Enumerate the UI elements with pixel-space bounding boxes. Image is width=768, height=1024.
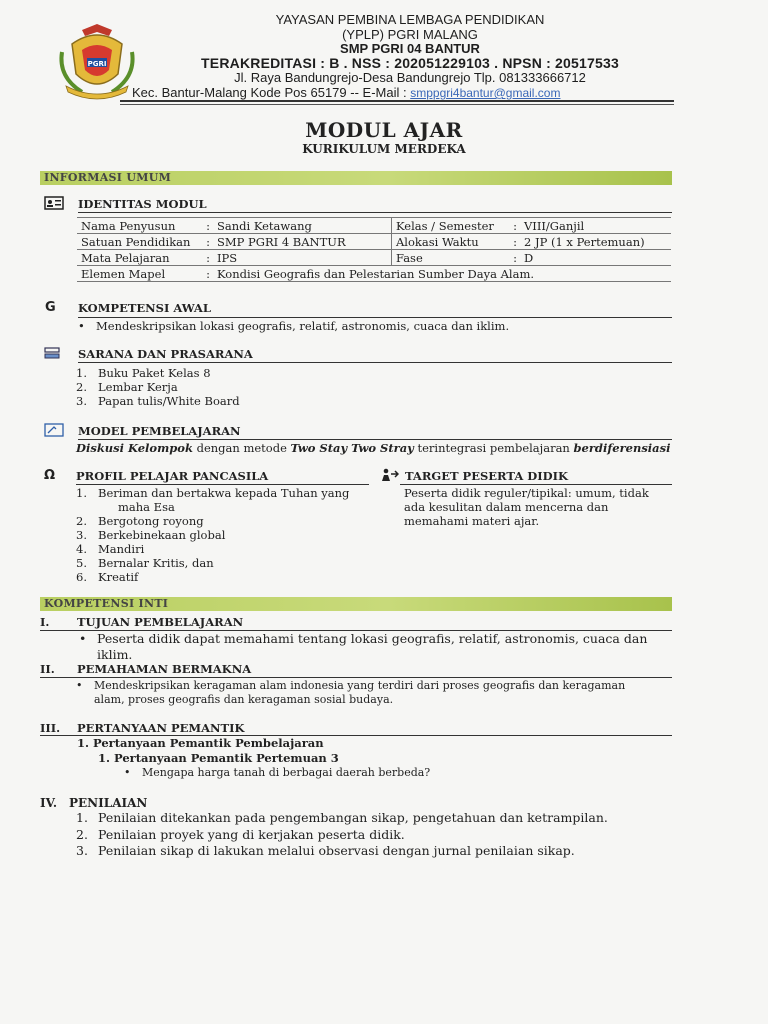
list-number: 1.: [76, 810, 88, 825]
identity-row: [77, 218, 671, 234]
heading-rule: [400, 484, 672, 485]
list-item-text: Penilaian ditekankan pada pengembangan sikap, pengetahuan dan ketrampilan.: [98, 810, 608, 825]
list-item: [76, 570, 349, 584]
list-item: [76, 394, 240, 408]
identity-value: D: [520, 250, 671, 266]
heading-rule: [78, 317, 672, 318]
people-icon: [381, 468, 399, 486]
identity-sep: :: [203, 218, 213, 234]
document-subtitle: KURIKULUM MERDEKA: [302, 142, 466, 156]
list-item-text: Beriman dan bertakwa kepada Tuhan yang: [98, 486, 350, 500]
identity-sep: :: [203, 234, 213, 250]
identity-value: VIII/Ganjil: [520, 218, 671, 234]
letterhead-address: Jl. Raya Bandungrejo-Desa Bandungrejo Tlp. 081333666712: [234, 70, 586, 85]
identity-label: Alokasi Waktu: [392, 234, 511, 250]
list-number: 1.: [76, 486, 87, 500]
list-item: [76, 556, 349, 570]
sarana-heading: SARANA DAN PRASARANA: [78, 347, 253, 361]
list-item-continuation: maha Esa: [118, 500, 175, 514]
kompetensi-awal-item: • Mendeskripsikan lokasi geografis, relatif, astronomis, cuaca dan iklim.: [96, 319, 509, 333]
identity-sep: :: [203, 250, 213, 266]
identity-sep: :: [510, 250, 520, 266]
letterhead-rule: [120, 100, 674, 102]
heading-rule: [78, 362, 672, 363]
list-number: 2.: [76, 380, 87, 394]
whiteboard-icon: [44, 423, 64, 441]
list-number: 4.: [76, 542, 87, 556]
list-item: [76, 366, 240, 380]
identity-value: Sandi Ketawang: [213, 218, 392, 234]
list-item-text: Bergotong royong: [98, 514, 204, 528]
model-text-4: terintegrasi pembelajaran: [413, 441, 574, 455]
list-item-text: Buku Paket Kelas 8: [98, 366, 211, 380]
target-line: Peserta didik reguler/tipikal: umum, tidak: [404, 486, 649, 500]
list-item-text: Mandiri: [98, 542, 145, 556]
heading-rule: [40, 677, 672, 678]
list-number: 1.: [76, 366, 87, 380]
letterhead-rule-thin: [120, 104, 674, 105]
list-item: [76, 514, 349, 528]
list-number: 3.: [76, 528, 87, 542]
list-number: 2.: [76, 826, 88, 842]
identity-label: Kelas / Semester: [392, 218, 511, 234]
list-item-text: Penilaian proyek yang di kerjakan peserta didik.: [98, 826, 405, 842]
list-item-text: Lembar Kerja: [98, 380, 178, 394]
model-heading: MODEL PEMBELAJARAN: [78, 424, 241, 438]
identity-value: IPS: [213, 250, 392, 266]
section-band-informasi-umum: [40, 171, 672, 185]
section-number: I.: [40, 615, 50, 629]
list-number: 5.: [76, 556, 87, 570]
list-item: [76, 542, 349, 556]
document-title: MODUL AJAR: [305, 118, 463, 142]
list-item-text: Bernalar Kritis, dan: [98, 556, 214, 570]
section-number: II.: [40, 662, 55, 676]
list-number: 2.: [76, 514, 87, 528]
heading-rule: [78, 439, 672, 440]
stack-icon: [44, 347, 60, 365]
pertanyaan-sub-1: 1. Pertanyaan Pemantik Pembelajaran: [77, 736, 324, 750]
target-line: memahami materi ajar.: [404, 514, 540, 528]
tujuan-item-cont: iklim.: [97, 647, 133, 662]
identity-sep: :: [510, 234, 520, 250]
heading-rule: [76, 484, 369, 485]
list-item: [76, 827, 608, 844]
model-text: [76, 441, 670, 455]
penilaian-heading: PENILAIAN: [69, 796, 148, 810]
letterhead-school: SMP PGRI 04 BANTUR: [340, 41, 480, 56]
letterhead-line-2: (YPLP) PGRI MALANG: [342, 27, 478, 42]
list-item: [76, 486, 349, 500]
tujuan-item: • Peserta didik dapat memahami tentang lokasi geografis, relatif, astronomis, cuaca dan: [97, 631, 647, 648]
identity-sep: :: [510, 218, 520, 234]
identity-label: Nama Penyusun: [77, 218, 203, 234]
letterhead-accreditation: TERAKREDITASI : B . NSS : 202051229103 . NPSN : 20517533: [201, 55, 619, 71]
list-item: [76, 380, 240, 394]
letterhead-line-1: YAYASAN PEMBINA LEMBAGA PENDIDIKAN: [275, 12, 545, 27]
pertanyaan-sub-2: 1. Pertanyaan Pemantik Pertemuan 3: [98, 751, 339, 765]
band-label: KOMPETENSI INTI: [44, 597, 169, 610]
model-text-2: dengan metode: [192, 441, 291, 455]
identity-row-elemen: [77, 266, 671, 282]
profil-heading: PROFIL PELAJAR PANCASILA: [76, 469, 269, 483]
garuda-icon: Ω: [44, 468, 56, 483]
list-item: [76, 528, 349, 542]
identity-value: SMP PGRI 4 BANTUR: [213, 234, 392, 250]
identity-value: 2 JP (1 x Pertemuan): [520, 234, 671, 250]
target-line: ada kesulitan dalam mencerna dan: [404, 500, 609, 514]
pertanyaan-item: • Mengapa harga tanah di berbagai daerah berbeda?: [142, 766, 430, 780]
identitas-modul-heading: IDENTITAS MODUL: [78, 197, 207, 211]
identity-row: [77, 250, 671, 266]
heading-rule: [78, 212, 672, 213]
pemahaman-item: • Mendeskripsikan keragaman alam indonesia yang terdiri dari proses geografis dan keragaman: [94, 679, 625, 693]
identity-label: Fase: [392, 250, 511, 266]
email-link[interactable]: smppgri4bantur@gmail.com: [410, 86, 561, 100]
list-item-text: Berkebinekaan global: [98, 528, 226, 542]
tujuan-heading: TUJUAN PEMBELAJARAN: [77, 615, 244, 629]
model-technique: Two Stay Two Stray: [290, 441, 414, 455]
band-label: INFORMASI UMUM: [44, 171, 172, 184]
section-number: III.: [40, 721, 61, 735]
identity-row: [77, 234, 671, 250]
identity-sep: :: [203, 266, 213, 282]
pgri-logo: [52, 22, 142, 102]
letterhead-contact-text: Kec. Bantur-Malang Kode Pos 65179 -- E-Mail :: [132, 85, 407, 100]
list-item-text: Papan tulis/White Board: [98, 394, 240, 408]
model-method: Diskusi Kelompok: [76, 441, 193, 455]
identity-label: Elemen Mapel: [77, 266, 203, 282]
pertanyaan-heading: PERTANYAAN PEMANTIK: [77, 721, 245, 735]
list-item-text: Kreatif: [98, 570, 139, 584]
kompetensi-awal-heading: KOMPETENSI AWAL: [78, 301, 211, 315]
pemahaman-heading: PEMAHAMAN BERMAKNA: [77, 662, 252, 676]
identity-value: Kondisi Geografis dan Pelestarian Sumber Daya Alam.: [213, 266, 671, 282]
list-number: 6.: [76, 570, 87, 584]
identity-label: Satuan Pendidikan: [77, 234, 203, 250]
pemahaman-item-cont: alam, proses geografis dan keragaman sosial budaya.: [94, 693, 394, 706]
identity-label: Mata Pelajaran: [77, 250, 203, 266]
list-item-text: Penilaian sikap di lakukan melalui observasi dengan jurnal penilaian sikap.: [98, 843, 575, 858]
g-icon: G: [45, 300, 56, 315]
model-approach: berdiferensiasi: [573, 441, 671, 455]
id-card-icon: [44, 196, 64, 214]
section-number: IV.: [40, 796, 58, 810]
list-number: 3.: [76, 394, 87, 408]
penilaian-list: [76, 810, 608, 860]
section-band-kompetensi-inti: [40, 597, 672, 611]
identity-table: [77, 217, 671, 282]
sarana-list: [76, 366, 240, 408]
letterhead-contact: [132, 85, 560, 100]
list-item: [76, 843, 608, 860]
list-item: [76, 810, 608, 827]
list-number: 3.: [76, 843, 88, 858]
profil-list: [76, 486, 349, 584]
target-heading: TARGET PESERTA DIDIK: [405, 469, 568, 483]
logo-text: PGRI: [87, 60, 107, 68]
